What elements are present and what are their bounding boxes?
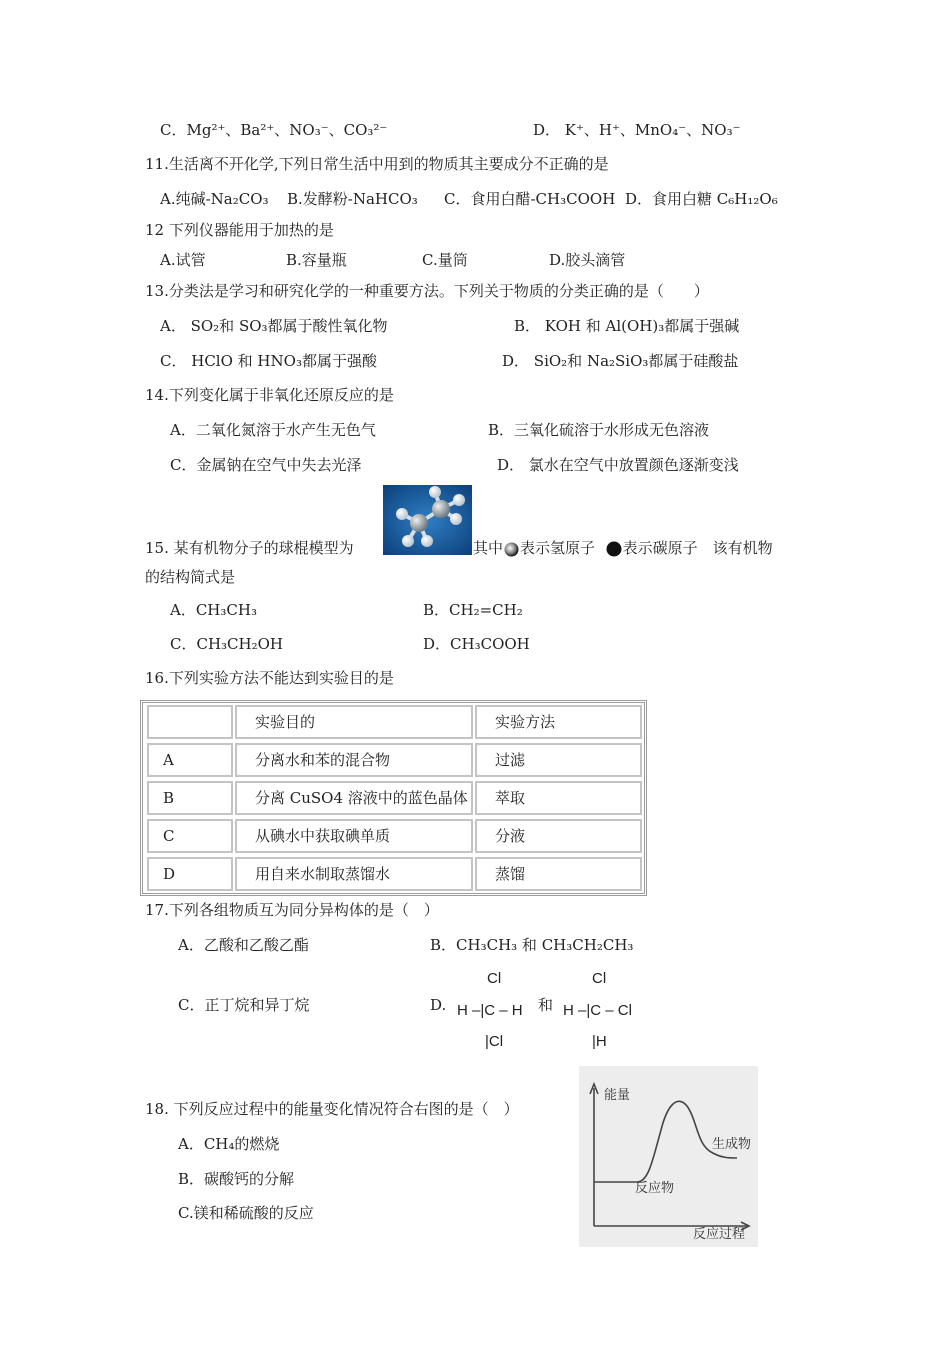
- q13-option-d: D． SiO₂和 Na₂SiO₃都属于硅酸盐: [502, 352, 739, 370]
- q13-option-a: A． SO₂和 SO₃都属于酸性氧化物: [160, 317, 388, 335]
- q14-option-a: A．二氧化氮溶于水产生无色气: [170, 421, 376, 439]
- experiment-table: [140, 700, 647, 896]
- q11-option-d: D．食用白糖 C₆H₁₂O₆: [625, 190, 778, 208]
- q15-stem-part2: 其中: [473, 539, 504, 557]
- q18-option-c: C.镁和稀硫酸的反应: [178, 1204, 314, 1222]
- product-label: 生成物: [712, 1137, 752, 1152]
- table-cell: 分离 CuSO4 溶液中的蓝色晶体: [235, 781, 473, 815]
- q15-option-b: B．CH₂=CH₂: [423, 601, 523, 619]
- q17-stem: 17.下列各组物质互为同分异构体的是（ ）: [145, 901, 439, 919]
- q13-option-b: B． KOH 和 Al(OH)₃都属于强碱: [514, 317, 740, 335]
- structural-formula-2-bottom: |H: [592, 1033, 607, 1050]
- q14-stem: 14.下列变化属于非氧化还原反应的是: [145, 386, 394, 404]
- q18-stem: 18. 下列反应过程中的能量变化情况符合右图的是（ ）: [145, 1100, 519, 1118]
- q12-option-a: A.试管: [160, 251, 206, 269]
- q14-option-d: D． 氯水在空气中放置颜色逐渐变浅: [497, 456, 739, 474]
- q17-option-d: D.: [430, 996, 447, 1014]
- table-cell: B: [147, 781, 233, 815]
- q18-option-a: A．CH₄的燃烧: [178, 1135, 280, 1153]
- ball-stick-model-image: [383, 485, 472, 555]
- q10-option-c: C．Mg²⁺、Ba²⁺、NO₃⁻、CO₃²⁻: [160, 121, 388, 139]
- structural-formula-1-bottom: |Cl: [485, 1033, 504, 1050]
- reaction-process-label: 反应过程: [693, 1227, 746, 1242]
- hydrogen-atom-icon: [504, 542, 519, 557]
- energy-axis-label: 能量: [604, 1088, 631, 1103]
- q14-option-b: B．三氧化硫溶于水形成无色溶液: [488, 421, 710, 439]
- table-cell: D: [147, 857, 233, 891]
- carbon-atom-icon: [606, 541, 622, 557]
- table-cell: 蒸馏: [475, 857, 642, 891]
- q11-option-a: A.纯碱-Na₂CO₃: [160, 190, 269, 208]
- q15-stem-part5: 的结构简式是: [145, 568, 236, 586]
- table-cell: 分离水和苯的混合物: [235, 743, 473, 777]
- table-cell: 从碘水中获取碘单质: [235, 819, 473, 853]
- table-cell: 萃取: [475, 781, 642, 815]
- structural-formula-1-top: Cl: [487, 970, 502, 987]
- table-cell: 过滤: [475, 743, 642, 777]
- q11-option-b: B.发酵粉-NaHCO₃: [287, 190, 418, 208]
- table-header-cell: [147, 705, 233, 739]
- energy-diagram-svg: [579, 1066, 758, 1247]
- q15-stem-part3: 表示氢原子: [520, 539, 596, 557]
- table-row: [147, 857, 640, 891]
- q11-stem: 11.生活离不开化学,下列日常生活中用到的物质其主要成分不正确的是: [145, 155, 609, 173]
- q18-option-b: B．碳酸钙的分解: [178, 1170, 295, 1188]
- q10-option-d: D． K⁺、H⁺、MnO₄⁻、NO₃⁻: [533, 121, 741, 139]
- q15-option-a: A．CH₃CH₃: [170, 601, 257, 619]
- q11-option-c: C．食用白醋-CH₃COOH: [444, 190, 616, 208]
- table-cell: 用自来水制取蒸馏水: [235, 857, 473, 891]
- q15-stem-line: [473, 538, 773, 558]
- table-header-cell: 实验方法: [475, 705, 642, 739]
- table-row: [147, 743, 640, 777]
- q15-option-c: C．CH₃CH₂OH: [170, 635, 283, 653]
- q12-option-b: B.容量瓶: [286, 251, 347, 269]
- q17-option-b: B．CH₃CH₃ 和 CH₃CH₂CH₃: [430, 936, 634, 954]
- q13-stem: 13.分类法是学习和研究化学的一种重要方法。下列关于物质的分类正确的是（ ）: [145, 282, 709, 300]
- q15-stem-part1: 15. 某有机物分子的球棍模型为: [145, 539, 354, 557]
- q17-and-text: 和: [538, 996, 554, 1014]
- q12-stem: 12 下列仪器能用于加热的是: [145, 221, 334, 239]
- q12-option-d: D.胶头滴管: [549, 251, 626, 269]
- q14-option-c: C．金属钠在空气中失去光泽: [170, 456, 362, 474]
- structural-formula-1-middle: H –|C – H: [457, 1002, 523, 1019]
- q16-stem: 16.下列实验方法不能达到实验目的是: [145, 669, 394, 687]
- q15-stem-part4: 表示碳原子 该有机物: [622, 539, 773, 557]
- table-cell: C: [147, 819, 233, 853]
- structural-formula-2-middle: H –|C – Cl: [563, 1002, 632, 1019]
- energy-diagram: [579, 1066, 758, 1247]
- structural-formula-2-top: Cl: [592, 970, 607, 987]
- table-header-row: [147, 705, 640, 739]
- q17-option-c: C．正丁烷和异丁烷: [178, 996, 310, 1014]
- table-row: [147, 781, 640, 815]
- table-cell: A: [147, 743, 233, 777]
- reactant-label: 反应物: [635, 1181, 675, 1196]
- q17-option-a: A．乙酸和乙酸乙酯: [178, 936, 309, 954]
- table-header-cell: 实验目的: [235, 705, 473, 739]
- table-row: [147, 819, 640, 853]
- table-cell: 分液: [475, 819, 642, 853]
- q13-option-c: C． HClO 和 HNO₃都属于强酸: [160, 352, 377, 370]
- q15-option-d: D．CH₃COOH: [423, 635, 530, 653]
- q12-option-c: C.量筒: [422, 251, 468, 269]
